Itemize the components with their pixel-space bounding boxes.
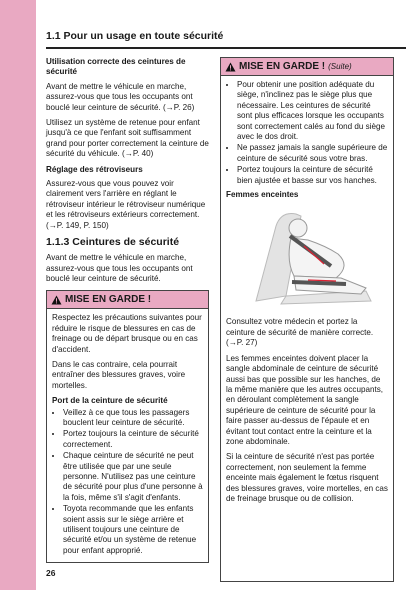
warning-title-bar <box>47 291 208 309</box>
heading-seatbelt-use: Utilisation correcte des ceintures de sécurité <box>46 57 186 77</box>
warning-subhead-pregnant: Femmes enceintes <box>226 190 299 200</box>
paragraph: Utilisez un système de retenue pour enfant jusqu'à ce que l'enfant soit suffisamment grand pour porter correctement la ceinture de sécurité du véhicule. (→P. 40) <box>46 118 209 159</box>
chapter-side-tab <box>0 0 36 590</box>
warning-paragraph: Dans le cas contraire, cela pourrait entraîner des blessures graves, voire mortelles. <box>52 359 186 390</box>
warning-body <box>47 309 208 562</box>
manual-page <box>36 0 416 590</box>
warning-continued-label: (Suite) <box>328 62 352 71</box>
page-number: 26 <box>46 568 56 578</box>
warning-title: MISE EN GARDE ! <box>239 61 326 72</box>
list-item: • Portez toujours la ceinture de sécurité bien ajustée et basse sur vos hanches. <box>237 165 388 186</box>
warning-paragraph: Si la ceinture de sécurité n'est pas portée correctement, non seulement la femme enceinte mais également le fœtus risquent des blessures graves, voire mortelles, en cas de freinage brusque ou de collision. <box>226 452 388 503</box>
warning-paragraph: Les femmes enceintes doivent placer la sangle abdominale de ceinture de sécurité aussi bas que possible sur les hanches, de la même manière que les autres occupants, en déroulant complètement la sangle supérieure de ceinture de sécurité pour la faire passer au-dessus de l'épaule et en évitant tout contact entre la ceinture et la zone abdominale. <box>226 353 384 446</box>
paragraph: Assurez-vous que vous pouvez voir clairement vers l'arrière en réglant le rétroviseur intérieur le rétroviseur numérique et les rétroviseurs extérieurs correctement. (→P. 149, P. 150) <box>46 179 206 230</box>
warning-title-bar <box>221 58 393 76</box>
warning-triangle-icon <box>225 62 236 72</box>
warning-paragraph: Consultez votre médecin et portez la ceinture de sécurité de manière correcte. (→P. 27) <box>226 317 374 348</box>
warning-body <box>221 76 393 511</box>
warning-triangle-icon <box>51 295 62 305</box>
list-item: • Pour obtenir une position adéquate du siège, n'inclinez pas le siège plus que nécessaire. Les ceintures de sécurité sont plus efficaces lorsque les occupants sont correctement calés au fond du siège avec le dos droit. <box>237 80 388 142</box>
warning-box-continued <box>220 57 394 582</box>
section-header: 1.1 Pour un usage en toute sécurité <box>46 30 406 49</box>
list-item: • Toyota recommande que les enfants soient assis sur le siège arrière et utilisent toujours une ceinture de sécurité et/ou un système de retenue pour enfant approprié. <box>63 504 203 556</box>
list-item: • Veillez à ce que tous les passagers bouclent leur ceinture de sécurité. <box>63 408 203 429</box>
warning-paragraph: Respectez les précautions suivantes pour réduire le risque de blessures en cas de freinage ou de départ brusque ou en cas d'accident. <box>52 313 202 354</box>
list-item: • Ne passez jamais la sangle supérieure de ceinture de sécurité sous votre bras. <box>237 143 388 164</box>
warning-list <box>226 80 388 186</box>
paragraph: Avant de mettre le véhicule en marche, assurez-vous que tous les occupants ont bouclé leur ceinture de sécurité. <box>46 253 193 283</box>
pregnant-seatbelt-illustration <box>246 206 386 306</box>
warning-subhead: Port de la ceinture de sécurité <box>52 396 168 406</box>
paragraph: Avant de mettre le véhicule en marche, assurez-vous que tous les occupants ont bouclé leur ceinture de sécurité. (→P. 26) <box>46 81 195 112</box>
heading-mirrors: Réglage des rétroviseurs <box>46 164 143 174</box>
list-item: • Chaque ceinture de sécurité ne peut être utilisée que par une seule personne. N'utilisez pas une ceinture de sécurité pour plus d'une personne à la fois, même s'il s'agit d'enfants. <box>63 451 203 503</box>
warning-title: MISE EN GARDE ! <box>65 294 152 306</box>
right-column <box>220 57 394 582</box>
section-title-seatbelts: 1.1.3 Ceintures de sécurité <box>46 236 180 249</box>
warning-box <box>46 290 209 563</box>
list-item: • Portez toujours la ceinture de sécurité correctement. <box>63 429 203 450</box>
left-column <box>46 57 209 563</box>
warning-list <box>52 408 203 557</box>
